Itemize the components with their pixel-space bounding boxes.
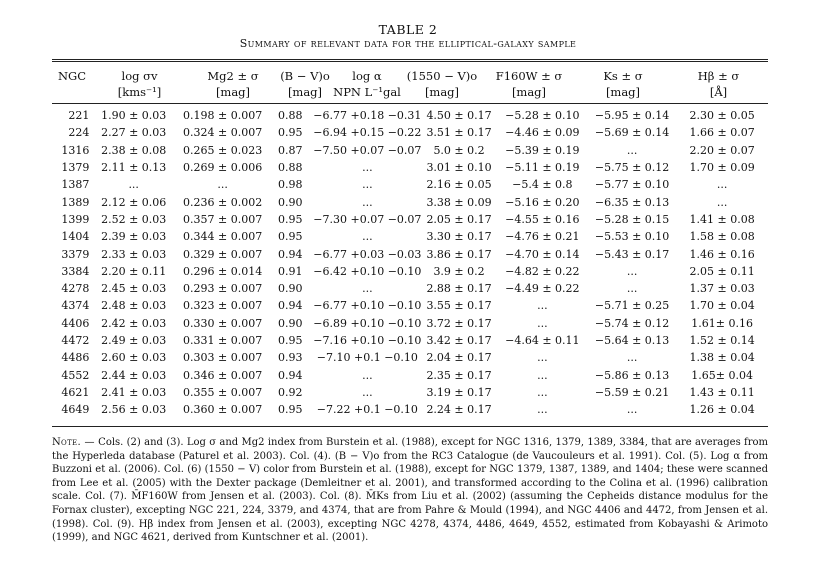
table-cell: ...	[537, 351, 548, 365]
table-cell: −5.28 ± 0.15	[594, 212, 670, 226]
table-cell: −7.16 +0.10 −0.10	[313, 334, 422, 347]
table-cell: 4.50 ± 0.17	[426, 109, 492, 123]
table-cell: −4.76 ± 0.21	[505, 230, 580, 244]
table-cell: 2.24 ± 0.17	[426, 403, 492, 417]
table-cell: 1.46 ± 0.16	[689, 247, 755, 261]
table-cell: 0.346 ± 0.007	[183, 368, 263, 382]
data-table	[52, 107, 768, 418]
table-cell: ...	[362, 178, 373, 192]
table-cell: 1.65± 0.04	[691, 368, 753, 382]
table-cell: −5.59 ± 0.21	[594, 385, 670, 399]
table-cell: 0.344 ± 0.007	[183, 230, 263, 244]
table-cell: −5.71 ± 0.25	[594, 299, 670, 313]
table-cell: 0.87	[278, 143, 303, 157]
table-cell: −4.46 ± 0.09	[505, 126, 580, 140]
table-cell: 2.56 ± 0.03	[101, 403, 167, 417]
table-cell: 1.52 ± 0.14	[689, 334, 755, 347]
header-f160w	[481, 68, 577, 100]
table-cell: 0.265 ± 0.023	[183, 143, 263, 157]
header-hbeta-line2: [Å]	[709, 85, 728, 99]
table-cell: −4.49 ± 0.22	[505, 282, 580, 296]
table-cell: 2.39 ± 0.03	[101, 230, 167, 244]
table-cell: 2.30 ± 0.05	[689, 109, 755, 123]
table-row	[52, 193, 768, 210]
header-mg2	[187, 68, 279, 100]
table-cell: 2.05 ± 0.11	[689, 264, 755, 278]
table-cell: 0.94	[278, 247, 303, 261]
table-cell: 2.11 ± 0.13	[101, 161, 167, 175]
table-cell: 0.95	[278, 403, 303, 417]
ngc-cell: 4649	[61, 403, 90, 417]
header-ks-line1: Ks ± σ	[603, 69, 643, 83]
table-cell: ...	[362, 368, 373, 382]
header-1550-v	[403, 68, 481, 100]
table-cell: 3.42 ± 0.17	[426, 334, 492, 347]
table-cell: 0.323 ± 0.007	[183, 299, 263, 313]
ngc-cell: 1316	[61, 143, 90, 157]
table-cell: −7.50 +0.07 −0.07	[313, 143, 422, 157]
table-cell: 0.90	[278, 282, 303, 296]
ngc-cell: 1404	[61, 230, 90, 244]
table-cell: 0.236 ± 0.002	[183, 195, 263, 209]
table-cell: ...	[626, 351, 638, 365]
header-log-sigma-line2: [kms⁻¹]	[117, 85, 162, 99]
table-row	[52, 315, 768, 332]
table-cell: 2.45 ± 0.03	[101, 282, 167, 296]
table-cell: ...	[716, 178, 728, 192]
table-cell: 3.01 ± 0.10	[426, 161, 492, 175]
table-row	[52, 107, 768, 124]
table-cell: −6.42 +0.10 −0.10	[313, 264, 422, 278]
table-cell: 0.95	[278, 126, 303, 140]
table-cell: 2.33 ± 0.03	[101, 247, 167, 261]
header-f160w-line1: F160W ± σ	[495, 69, 563, 83]
table-row	[52, 349, 768, 366]
header-bv-line1: (B − V)o	[280, 69, 330, 83]
table-cell: 0.94	[278, 368, 303, 382]
table-cell: ...	[626, 282, 638, 296]
table-cell: −4.82 ± 0.22	[505, 264, 580, 278]
top-rule	[52, 59, 768, 60]
table-cell: ...	[217, 178, 228, 192]
table-cell: −5.43 ± 0.17	[594, 247, 670, 261]
table-cell: 0.303 ± 0.007	[183, 351, 263, 365]
table-cell: 3.55 ± 0.17	[426, 299, 492, 313]
table-cell: −6.35 ± 0.13	[594, 195, 670, 209]
table-row	[52, 176, 768, 193]
table-cell: 2.20 ± 0.11	[101, 264, 167, 278]
ngc-cell: 221	[68, 109, 90, 123]
table-cell: −7.30 +0.07 −0.07	[313, 212, 422, 226]
header-log-sigma	[92, 68, 187, 100]
table-cell: 2.27 ± 0.03	[101, 126, 167, 140]
table-cell: 0.331 ± 0.007	[183, 334, 263, 347]
table-row	[52, 263, 768, 280]
table-cell: 0.293 ± 0.007	[183, 282, 263, 296]
table-cell: 0.88	[278, 109, 303, 123]
bottom-rule	[52, 426, 768, 427]
table-cell: −6.77 +0.18 −0.31	[313, 109, 422, 123]
table-row	[52, 245, 768, 262]
table-cell: 3.19 ± 0.17	[426, 385, 492, 399]
table-cell: −5.95 ± 0.14	[594, 109, 670, 123]
table-cell: 0.329 ± 0.007	[183, 247, 263, 261]
table-cell: 2.42 ± 0.03	[101, 316, 167, 330]
ngc-cell: 1387	[61, 178, 90, 192]
table-cell: 3.86 ± 0.17	[426, 247, 492, 261]
header-hbeta	[669, 68, 768, 100]
table-cell: −6.89 +0.10 −0.10	[313, 316, 422, 330]
table-cell: 1.66 ± 0.07	[689, 126, 755, 140]
header-ks	[577, 68, 669, 100]
table-cell: 2.12 ± 0.06	[101, 195, 167, 209]
header-mg2-line2: [mag]	[215, 85, 251, 99]
table-cell: −6.77 +0.10 −0.10	[313, 299, 422, 313]
table-cell: −5.86 ± 0.13	[594, 368, 670, 382]
table-cell: ...	[362, 385, 373, 399]
ngc-cell: 4406	[61, 316, 90, 330]
table-cell: 2.04 ± 0.17	[426, 351, 492, 365]
table-cell: ...	[537, 385, 548, 399]
table-cell: −4.70 ± 0.14	[505, 247, 580, 261]
table-cell: 0.357 ± 0.007	[183, 212, 263, 226]
table-cell: ...	[128, 178, 139, 192]
table-cell: ...	[537, 316, 548, 330]
header-log-alpha-line2: NPN L⁻¹gal	[333, 85, 401, 99]
table-number: TABLE 2	[378, 22, 438, 37]
table-cell: 1.37 ± 0.03	[689, 282, 755, 296]
table-row	[52, 384, 768, 401]
table-row	[52, 297, 768, 314]
table-cell: 0.95	[278, 334, 303, 347]
header-mg2-line1: Mg2 ± σ	[207, 69, 259, 83]
table-cell: 2.49 ± 0.03	[101, 334, 167, 347]
header-1550-v-line1: (1550 − V)o	[406, 69, 478, 83]
table-cell: 1.70 ± 0.04	[689, 299, 755, 313]
ngc-cell: 3384	[61, 264, 90, 278]
table-cell: 0.330 ± 0.007	[183, 316, 263, 330]
table-row	[52, 366, 768, 383]
table-row	[52, 280, 768, 297]
table-cell: 0.296 ± 0.014	[183, 264, 263, 278]
ngc-cell: 4472	[61, 334, 90, 347]
table-cell: 1.61± 0.16	[691, 316, 753, 330]
header-1550-v-line2: [mag]	[424, 85, 460, 99]
table-cell: −5.64 ± 0.13	[594, 334, 670, 347]
table-cell: −6.94 +0.15 −0.22	[313, 126, 422, 140]
table-note	[52, 436, 768, 545]
table-cell: −5.77 ± 0.10	[594, 178, 670, 192]
table-cell: ...	[362, 161, 373, 175]
table-body	[52, 107, 768, 418]
table-row	[52, 401, 768, 418]
table-cell: −5.53 ± 0.10	[594, 230, 670, 244]
table-cell: 1.43 ± 0.11	[689, 385, 755, 399]
table-cell: −4.64 ± 0.11	[505, 334, 580, 347]
table-cell: −7.22 +0.1 −0.10	[316, 403, 418, 417]
ngc-cell: 4486	[61, 351, 90, 365]
table-cell: ...	[537, 403, 548, 417]
ngc-cell: 4278	[61, 282, 90, 296]
table-cell: 2.44 ± 0.03	[101, 368, 167, 382]
table-cell: 3.9 ± 0.2	[433, 264, 485, 278]
table-cell: 3.51 ± 0.17	[426, 126, 492, 140]
table-cell: 0.95	[278, 230, 303, 244]
table-cell: −5.11 ± 0.19	[505, 161, 580, 175]
table-cell: 0.95	[278, 212, 303, 226]
table-cell: 0.92	[278, 385, 303, 399]
header-ngc-line1: NGC	[57, 69, 87, 83]
table-cell: 0.324 ± 0.007	[183, 126, 263, 140]
table-cell: −5.74 ± 0.12	[594, 316, 670, 330]
table-cell: ...	[716, 195, 728, 209]
header-f160w-line2: [mag]	[511, 85, 547, 99]
top-rule-double	[52, 61, 768, 62]
ngc-cell: 3379	[61, 247, 90, 261]
header-ks-line2: [mag]	[605, 85, 641, 99]
header-ngc	[52, 68, 92, 84]
header-hbeta-line1: Hβ ± σ	[697, 69, 740, 83]
table-cell: 2.88 ± 0.17	[426, 282, 492, 296]
table-row	[52, 211, 768, 228]
header-bv-line2: [mag]	[287, 85, 323, 99]
table-cell: −5.28 ± 0.10	[505, 109, 580, 123]
table-row	[52, 142, 768, 159]
table-cell: 2.48 ± 0.03	[101, 299, 167, 313]
table-cell: ...	[362, 195, 373, 209]
table-cell: 0.91	[278, 264, 303, 278]
table-cell: −5.75 ± 0.12	[594, 161, 670, 175]
table-cell: 2.41 ± 0.03	[101, 385, 167, 399]
table-cell: ...	[362, 282, 373, 296]
ngc-cell: 4374	[61, 299, 90, 313]
table-cell: −5.69 ± 0.14	[594, 126, 670, 140]
table-cell: 1.70 ± 0.09	[689, 161, 755, 175]
table-cell: 0.360 ± 0.007	[183, 403, 263, 417]
header-log-alpha	[331, 68, 403, 100]
table-cell: 1.41 ± 0.08	[689, 212, 755, 226]
header-rule	[52, 103, 768, 104]
ngc-cell: 4552	[61, 368, 90, 382]
table-cell: 2.52 ± 0.03	[101, 212, 167, 226]
table-cell: ...	[362, 230, 373, 244]
table-cell: 2.05 ± 0.17	[426, 212, 492, 226]
table-cell: 5.0 ± 0.2	[433, 143, 485, 157]
table-cell: 2.35 ± 0.17	[426, 368, 492, 382]
table-cell: 1.58 ± 0.08	[689, 230, 755, 244]
table-cell: 0.94	[278, 299, 303, 313]
table-cell: ...	[537, 368, 548, 382]
ngc-cell: 4621	[61, 385, 90, 399]
ngc-cell: 224	[68, 126, 90, 140]
table-cell: 3.38 ± 0.09	[426, 195, 492, 209]
table-cell: ...	[537, 299, 548, 313]
note-text: Cols. (2) and (3). Log σ and Mg2 index from Burstein et al. (1988), except for NGC 1316, 1379, 1389, 3384, that are averages from the Hyperleda database (Paturel et al. 2003). Col. (4). (B − V)o from the RC3 Catalogue (de Vaucouleurs et al. 1991). Col. (5). Log α from Buzzoni et al. (2006). Col. (6) (1550 − V) color from Burstein et al. (1988), except for NGC 1379, 1387, 1389, and 1404; these were scanned from Lee et al. (2005) with the Dexter package (Demleitner et al. 2001), and transformed according to the Colina et al. (1996) calibration scale. Col. (7). M̄F160W from Jensen et al. (2003). Col. (8). M̄Ks from Liu et al. (2002) (assuming the Cepheids distance modulus for the Fornax cluster), excepting NGC 221, 224, 3379, and 4374, that are from Pahre & Mould (1994), and NGC 4406 and 4472, from Jensen et al. (1998). Col. (9). Hβ index from Jensen et al. (2003), excepting NGC 4278, 4374, 4486, 4649, 4552, estimated from Kobayashi & Arimoto (1999), and NGC 4621, derived from Kuntschner et al. (2001).	[52, 437, 768, 544]
table-cell: −5.16 ± 0.20	[505, 195, 580, 209]
table-cell: 1.26 ± 0.04	[689, 403, 755, 417]
table-cell: 2.38 ± 0.08	[101, 143, 167, 157]
table-cell: −7.10 +0.1 −0.10	[316, 351, 418, 365]
ngc-cell: 1399	[61, 212, 90, 226]
table-title: Summary of relevant data for the elliptical-galaxy sample	[239, 37, 577, 50]
ngc-cell: 1379	[61, 161, 90, 175]
table-cell: 0.355 ± 0.007	[183, 385, 263, 399]
table-cell: 2.60 ± 0.03	[101, 351, 167, 365]
table-row	[52, 228, 768, 245]
table-cell: −6.77 +0.03 −0.03	[313, 247, 422, 261]
table-cell: ...	[626, 403, 638, 417]
table-row	[52, 159, 768, 176]
table-cell: ...	[626, 143, 638, 157]
table-cell: 0.90	[278, 195, 303, 209]
table-cell: 0.93	[278, 351, 303, 365]
table-cell: 3.30 ± 0.17	[426, 230, 492, 244]
table-cell: 2.20 ± 0.07	[689, 143, 755, 157]
table-cell: 0.98	[278, 178, 303, 192]
table-cell: −5.39 ± 0.19	[505, 143, 580, 157]
header-bv	[279, 68, 331, 100]
table-cell: −5.4 ± 0.8	[512, 178, 573, 192]
table-row	[52, 124, 768, 141]
table-cell: 0.90	[278, 316, 303, 330]
header-log-sigma-line1: log σv	[121, 69, 158, 83]
table-row	[52, 332, 768, 349]
table-cell: −4.55 ± 0.16	[505, 212, 580, 226]
table-cell: ...	[626, 264, 638, 278]
table-cell: 0.198 ± 0.007	[183, 109, 263, 123]
table-cell: 3.72 ± 0.17	[426, 316, 492, 330]
note-label: Note. —	[52, 437, 95, 448]
ngc-cell: 1389	[61, 195, 90, 209]
table-cell: 0.88	[278, 161, 303, 175]
table-cell: 0.269 ± 0.006	[183, 161, 263, 175]
table-cell: 2.16 ± 0.05	[426, 178, 492, 192]
table-cell: 1.90 ± 0.03	[101, 109, 167, 123]
table-cell: 1.38 ± 0.04	[689, 351, 755, 365]
header-log-alpha-line1: log α	[352, 69, 382, 83]
